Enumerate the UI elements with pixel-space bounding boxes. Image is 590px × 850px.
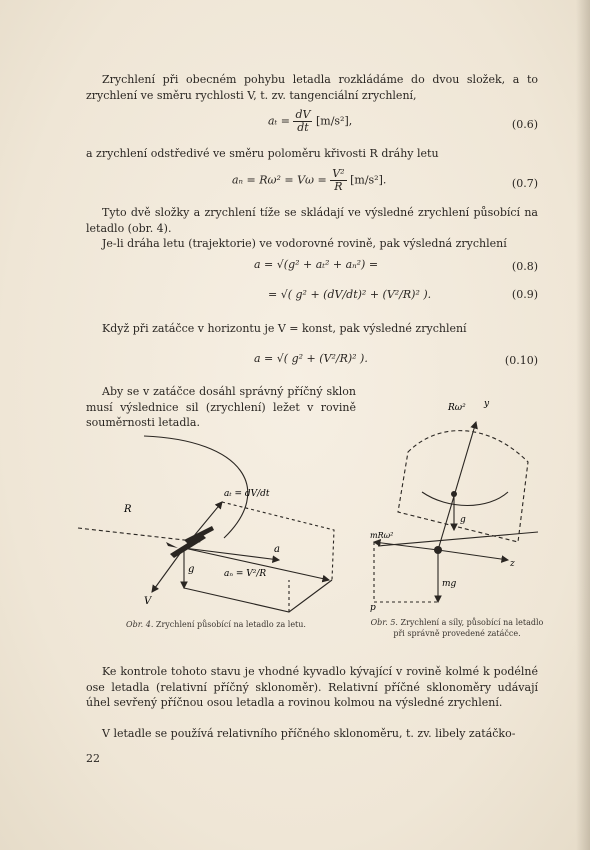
eq07-denominator: R bbox=[334, 180, 343, 193]
label-p: p bbox=[370, 603, 376, 613]
equation-number-0-7: (0.7) bbox=[511, 177, 538, 190]
paragraph-horizontal-plane: Je-li dráha letu (trajektorie) ve vodorovné rovině, pak výsledná zrychlení bbox=[102, 237, 507, 250]
caption-figure-5 bbox=[368, 618, 546, 639]
label-g: g bbox=[460, 515, 466, 525]
box-base bbox=[184, 580, 332, 612]
eq06-unit: [m/s²], bbox=[315, 114, 353, 128]
force-parallelogram bbox=[374, 542, 438, 602]
figure-5-diagram bbox=[368, 392, 546, 614]
caption-4-label: Obr. 4. bbox=[126, 620, 154, 629]
eq06-denominator: dt bbox=[297, 121, 309, 134]
paragraph-centrifugal-intro: a zrychlení odstředivé ve směru poloměru křivosti R dráhy letu bbox=[86, 147, 439, 160]
equation-0-10: a = √( g² + (V²/R)² ). bbox=[254, 352, 368, 365]
caption-4-text: Zrychlení působící na letadlo za letu. bbox=[155, 620, 306, 629]
eq07-unit: [m/s²]. bbox=[350, 173, 387, 187]
turn-arc bbox=[422, 492, 508, 506]
eq06-fraction bbox=[293, 109, 312, 134]
label-an: aₙ = V²/R bbox=[224, 569, 267, 579]
eq06-lhs: aₜ = bbox=[268, 114, 290, 128]
eq07-fraction bbox=[330, 168, 346, 193]
eq07-lhs: aₙ = Rω² = Vω = bbox=[232, 173, 327, 187]
caption-figure-4 bbox=[96, 620, 336, 631]
label-z: z bbox=[510, 559, 515, 569]
axis-z bbox=[438, 550, 508, 560]
equation-0-6 bbox=[268, 109, 352, 134]
page-number: 22 bbox=[86, 752, 100, 765]
radius-line bbox=[78, 528, 202, 542]
eq07-numerator: V² bbox=[332, 167, 345, 180]
label-V: V bbox=[144, 596, 152, 607]
equation-0-8: a = √(g² + aₜ² + aₙ²) = bbox=[254, 258, 379, 271]
label-R: R bbox=[124, 504, 132, 515]
equation-number-0-9: (0.9) bbox=[511, 288, 538, 301]
paragraph-inclinometer: Ke kontrole tohoto stavu je vhodné kyvadlo kývající v rovině kolmé k podélné ose letadla (relativní příčný sklonoměr). Relativní příčné sklonoměry udávají úhel sevřený příčnou osou letadla a rovinou kolmou na výsledné zrychlení. bbox=[86, 665, 538, 709]
label-y: y bbox=[484, 399, 490, 409]
axis-y bbox=[438, 422, 476, 550]
wing-line bbox=[378, 532, 538, 546]
caption-5-label: Obr. 5. bbox=[370, 618, 398, 627]
pendulum-bob bbox=[451, 491, 457, 497]
equation-0-9: = √( g² + (dV/dt)² + (V²/R)² ). bbox=[268, 288, 432, 301]
equation-number-0-10: (0.10) bbox=[504, 354, 538, 367]
paragraph-constant-speed: Když při zatáčce v horizontu je V = konst, pak výsledné zrychlení bbox=[102, 322, 467, 335]
paragraph-tangential-intro: Zrychlení při obecném pohybu letadla rozkládáme do dvou složek, a to zrychlení ve směru rychlosti V, t. zv. tangenciální zrychlení, bbox=[86, 73, 538, 102]
flight-path-curve bbox=[144, 436, 248, 538]
aircraft-center bbox=[434, 546, 442, 554]
page-edge-shadow bbox=[576, 0, 590, 850]
caption-5-text: Zrychlení a síly, působící na letadlo při správně provedené zatáčce. bbox=[393, 618, 544, 638]
figure-4-diagram bbox=[74, 430, 354, 615]
label-a: a bbox=[274, 544, 280, 555]
paragraph-composition: Tyto dvě složky a zrychlení tíže se skládají ve výsledné zrychlení působící na letadlo (obr. 4). bbox=[86, 206, 538, 235]
equation-number-0-6: (0.6) bbox=[511, 118, 538, 131]
label-mRw2: mRω² bbox=[370, 531, 394, 540]
label-Rw2: Rω² bbox=[448, 403, 466, 413]
equation-number-0-8: (0.8) bbox=[511, 260, 538, 273]
label-g: g bbox=[188, 564, 195, 575]
paragraph-bank-condition: Aby se v zatáčce dosáhl správný příčný sklon musí výslednice sil (zrychlení) ležet v rovině souměrnosti letadla. bbox=[86, 385, 356, 429]
paragraph-libela: V letadle se používá relativního příčného sklonoměru, t. zv. libely zatáčko- bbox=[102, 727, 516, 740]
eq06-numerator: dV bbox=[295, 108, 311, 121]
label-at: aₜ = dV/dt bbox=[224, 489, 270, 499]
label-mg: mg bbox=[442, 579, 457, 589]
equation-0-7 bbox=[232, 168, 386, 193]
turn-plane-dashed bbox=[398, 431, 528, 542]
